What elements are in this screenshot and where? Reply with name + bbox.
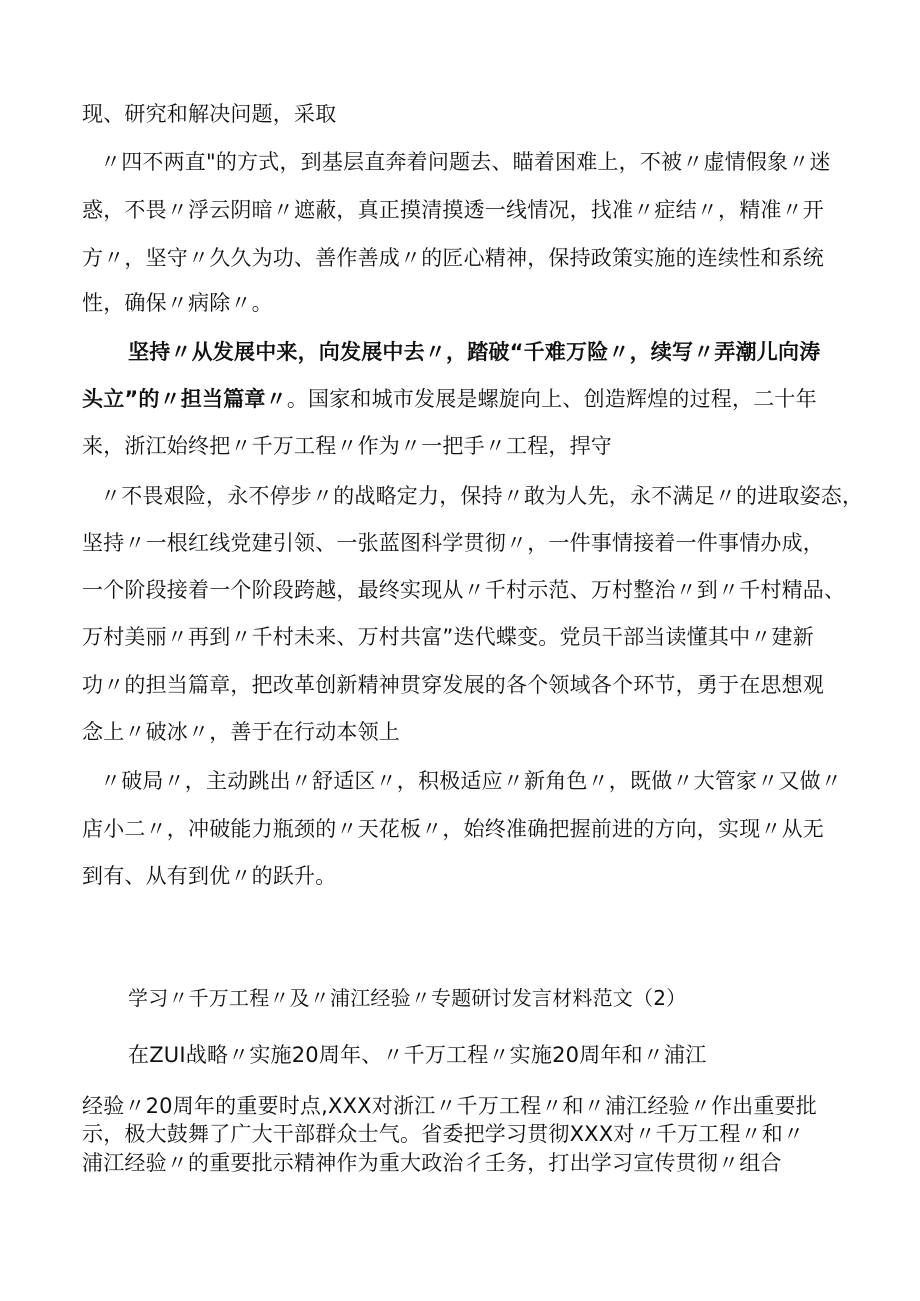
- text-line: 到有、从有到优〃的跃升。: [82, 864, 337, 888]
- text-line: 方〃，坚守〃久久为功、善作善成〃的匠心精神，保持政策实施的连续性和系统: [82, 246, 824, 270]
- text-line: 现、研究和解决问题，采取: [82, 102, 337, 126]
- text-line: 〃破局〃，主动跳出〃舒适区〃，积极适应〃新角色〃，既做〃大管家〃又做〃: [100, 769, 842, 793]
- text-line: 功〃的担当篇章，把改革创新精神贯穿发展的各个领域各个环节，勇于在思想观: [82, 673, 824, 697]
- text-line: 〃四不两直"的方式，到基层直奔着问题去、瞄着困难上，不被〃虚情假象〃迷: [100, 150, 831, 174]
- bold-text-line: 坚持〃从发展中来，向发展中去〃，踏破“千难万险〃，续写〃弄潮儿向涛: [128, 340, 821, 364]
- text-line: 在ZUI战略〃实施20周年、〃千万工程〃实施20周年和〃浦江: [128, 1043, 707, 1067]
- text-line: 念上〃破冰〃，善于在行动本领上: [82, 720, 400, 744]
- text-line: 店小二〃，冲破能力瓶颈的〃天花板〃，始终准确把握前进的方向，实现〃从无: [82, 817, 824, 841]
- text-line: 来，浙江始终把〃千万工程〃作为〃一把手〃工程，捍守: [82, 434, 612, 458]
- line-rest-text: 。国家和城市发展是螺旋向上、创造辉煌的过程，二十年: [286, 387, 817, 411]
- text-line: [82, 384, 817, 414]
- bold-lead-text: 头立”的〃担当篇章〃: [82, 387, 287, 411]
- text-line: 坚持〃一根红线党建引领、一张蓝图科学贯彻〃，一件事情接着一件事情办成，: [82, 531, 824, 555]
- text-line: 一个阶段接着一个阶段跨越，最终实现从〃千村示范、万村整治〃到〃千村精品、: [82, 578, 846, 602]
- text-line: 万村美丽〃再到〃千村未来、万村共富”迭代蝶变。党员干部当读懂其中〃建新: [82, 625, 814, 649]
- text-line: 性，确保〃病除〃。: [82, 291, 273, 315]
- text-line: 示，极大鼓舞了广大干部群众士气。省委把学习贯彻XXX对〃千万工程〃和〃: [82, 1122, 805, 1146]
- section-heading: 学习〃千万工程〃及〃浦江经验〃专题研讨发言材料范文（2）: [128, 986, 687, 1010]
- text-line: 经验〃20周年的重要时点,XXX对浙江〃千万工程〃和〃浦江经验〃作出重要批: [82, 1094, 817, 1118]
- text-line: 浦江经验〃的重要批示精神作为重大政治彳壬务，打出学习宣传贯彻〃组合: [82, 1151, 782, 1175]
- text-line: 〃不畏艰险，永不停步〃的战略定力，保持〃敢为人先，永不满足〃的进取姿态，: [100, 484, 864, 508]
- text-line: 惑，不畏〃浮云阴暗〃遮蔽，真正摸清摸透一线情况，找准〃症结〃，精准〃开: [82, 198, 824, 222]
